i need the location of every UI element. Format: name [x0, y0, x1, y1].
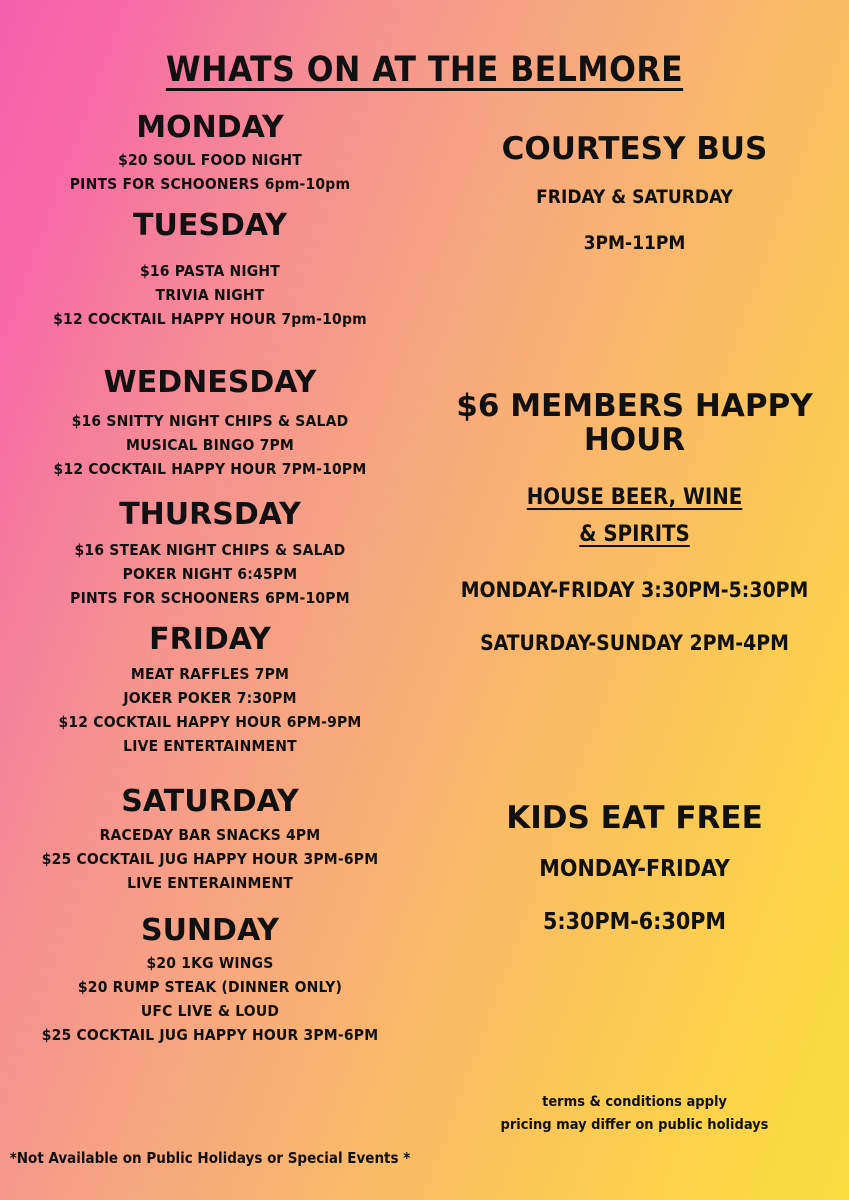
list-item: $20 1KG WINGS	[146, 953, 274, 972]
day-name: THURSDAY	[119, 496, 301, 532]
list-item: $16 STEAK NIGHT CHIPS & SALAD	[74, 541, 346, 560]
list-item: PINTS FOR SCHOONERS 6PM-10PM	[70, 589, 350, 608]
section-heading: $6 MEMBERS HAPPY HOUR	[456, 387, 813, 458]
day-block-sunday	[0, 915, 420, 1047]
terms-section	[420, 1091, 849, 1137]
list-item: $25 COCKTAIL JUG HAPPY HOUR 3PM-6PM	[41, 850, 379, 869]
day-block-thursday	[0, 496, 420, 611]
day-block-tuesday	[0, 207, 420, 332]
list-item: $20 RUMP STEAK (DINNER ONLY)	[77, 977, 343, 996]
list-item: $16 PASTA NIGHT	[139, 262, 281, 281]
day-items	[0, 148, 420, 196]
footnote: *Not Available on Public Holidays or Special Events *	[9, 1149, 411, 1167]
list-item: LIVE ENTERTAINMENT	[123, 736, 297, 755]
list-item: $12 COCKTAIL HAPPY HOUR 7PM-10PM	[53, 459, 367, 478]
kids-eat-free-section	[420, 801, 849, 941]
terms-line-1: terms & conditions apply	[542, 1093, 727, 1110]
content-columns	[0, 112, 849, 1137]
inclusion-line-2: & SPIRITS	[579, 522, 690, 548]
day-name: SUNDAY	[140, 913, 280, 949]
day-name: FRIDAY	[149, 622, 271, 658]
inclusion-line-1: HOUSE BEER, WINE	[526, 485, 743, 511]
page-title: WHATS ON AT THE BELMORE	[165, 50, 684, 90]
list-item: MUSICAL BINGO 7PM	[125, 435, 295, 454]
section-heading: COURTESY BUS	[501, 131, 768, 167]
list-item: UFC LIVE & LOUD	[140, 1001, 280, 1020]
list-item: $12 COCKTAIL HAPPY HOUR 6PM-9PM	[58, 712, 362, 731]
day-block-friday	[0, 624, 420, 758]
terms-line-2: pricing may differ on public holidays	[500, 1116, 769, 1133]
list-item: $25 COCKTAIL JUG HAPPY HOUR 3PM-6PM	[41, 1025, 379, 1044]
members-happy-hour-section	[420, 389, 849, 661]
weekly-specials-column	[0, 112, 420, 1137]
day-items	[0, 409, 420, 481]
list-item: POKER NIGHT 6:45PM	[122, 565, 298, 584]
list-item: $16 SNITTY NIGHT CHIPS & SALAD	[71, 411, 349, 430]
kids-days: MONDAY-FRIDAY	[539, 856, 730, 883]
list-item: PINTS FOR SCHOONERS 6pm-10pm	[69, 174, 351, 193]
day-items	[0, 538, 420, 610]
day-items	[0, 662, 420, 758]
list-item: RACEDAY BAR SNACKS 4PM	[99, 826, 321, 845]
list-item: LIVE ENTERAINMENT	[127, 874, 293, 893]
list-item: $12 COCKTAIL HAPPY HOUR 7pm-10pm	[53, 310, 367, 329]
day-block-saturday	[0, 783, 420, 896]
list-item: TRIVIA NIGHT	[155, 286, 265, 305]
offers-column	[420, 112, 849, 1137]
bus-hours: 3PM-11PM	[583, 232, 686, 255]
day-items	[0, 259, 420, 331]
day-block-wednesday	[0, 367, 420, 481]
list-item: $20 SOUL FOOD NIGHT	[118, 150, 302, 169]
day-name: SATURDAY	[121, 783, 299, 819]
happy-hour-weekend-times: SATURDAY-SUNDAY 2PM-4PM	[480, 631, 789, 656]
day-name: TUESDAY	[133, 207, 287, 243]
list-item: JOKER POKER 7:30PM	[123, 688, 297, 707]
section-heading: KIDS EAT FREE	[506, 800, 763, 837]
list-item: MEAT RAFFLES 7PM	[130, 664, 290, 683]
day-name: MONDAY	[136, 110, 284, 145]
day-name: WEDNESDAY	[103, 365, 317, 401]
day-block-monday	[0, 112, 420, 196]
courtesy-bus-section	[420, 132, 849, 259]
happy-hour-inclusions	[420, 479, 849, 554]
kids-hours: 5:30PM-6:30PM	[542, 908, 727, 935]
day-items	[0, 823, 420, 895]
happy-hour-weekday-times: MONDAY-FRIDAY 3:30PM-5:30PM	[460, 577, 809, 602]
day-items	[0, 951, 420, 1047]
bus-days: FRIDAY & SATURDAY	[536, 186, 733, 209]
